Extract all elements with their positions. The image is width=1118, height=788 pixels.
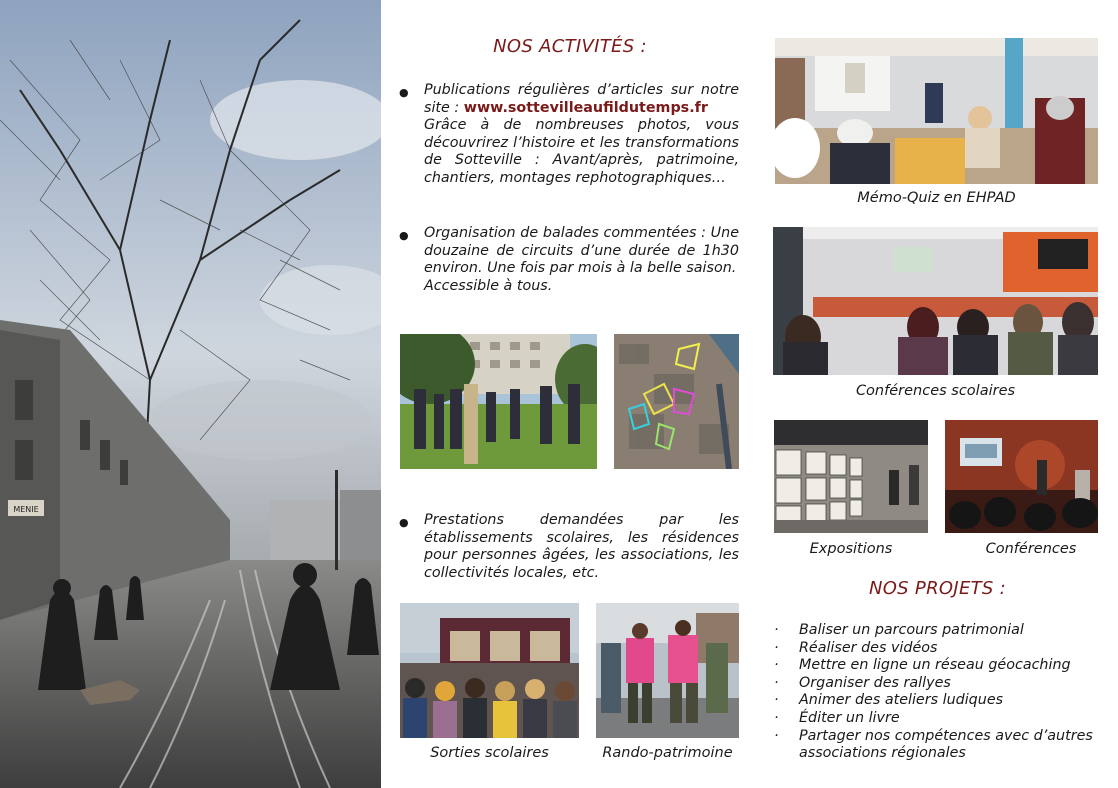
hero-street-illustration bbox=[0, 0, 381, 788]
rando-patrimoine-photo bbox=[596, 603, 739, 738]
caption-school-trips: Sorties scolaires bbox=[430, 745, 549, 761]
school-trip-photo bbox=[400, 603, 579, 738]
bullet-icon: · bbox=[774, 639, 779, 656]
activities-title: NOS ACTIVITÉS : bbox=[493, 36, 647, 57]
projects-list bbox=[774, 622, 1109, 763]
caption-school-conferences: Conférences scolaires bbox=[855, 383, 1016, 399]
project-item: · Éditer un livre bbox=[774, 709, 900, 726]
caption-memo-quiz: Mémo-Quiz en EHPAD bbox=[857, 190, 1016, 206]
memo-quiz-photo bbox=[775, 38, 1098, 184]
website-link[interactable]: www.sottevilleaufildutemps.fr bbox=[463, 99, 708, 116]
bullet-icon: · bbox=[774, 709, 779, 726]
projects-title: NOS PROJETS : bbox=[868, 578, 1007, 599]
activity-balades-text: Organisation de balades commentées : Une douzaine de circuits d’une durée de 1h30 environ. Une fois par mois à la belle saison. bbox=[424, 225, 739, 277]
project-item: · Partager nos compétences avec d’autres associations régionales bbox=[774, 727, 1093, 762]
bullet-icon: · bbox=[774, 622, 779, 638]
project-item: · Mettre en ligne un réseau géocaching bbox=[774, 657, 1071, 674]
caption-conferences: Conférences bbox=[985, 541, 1077, 557]
caption-rando: Rando-patrimoine bbox=[602, 745, 733, 761]
project-item: · Baliser un parcours patrimonial bbox=[774, 622, 1024, 638]
activity-publications-text: Publications régulières d’articles sur notre site : bbox=[424, 82, 739, 116]
bullet-icon: ● bbox=[399, 229, 409, 242]
activity-item-balades bbox=[424, 225, 739, 295]
activity-balades-note: Accessible à tous. bbox=[424, 277, 553, 294]
caption-expositions: Expositions bbox=[809, 541, 893, 557]
bullet-icon: ● bbox=[399, 516, 409, 529]
school-conference-photo bbox=[773, 227, 1098, 375]
hero-sign-text: MENIE bbox=[13, 505, 39, 514]
project-item: · Organiser des rallyes bbox=[774, 674, 951, 691]
activity-item-publications bbox=[424, 82, 739, 188]
project-item: · Animer des ateliers ludiques bbox=[774, 692, 1004, 709]
hero-street-photo bbox=[0, 0, 381, 788]
bullet-icon: · bbox=[774, 727, 779, 744]
conference-photo bbox=[945, 420, 1098, 533]
balade-group-photo bbox=[400, 334, 597, 469]
bullet-icon: ● bbox=[399, 86, 409, 99]
bullet-icon: · bbox=[774, 692, 779, 709]
bullet-icon: · bbox=[774, 657, 779, 674]
bullet-icon: · bbox=[774, 674, 779, 691]
activity-publications-detail: Grâce à de nombreuses photos, vous découvrirez l’histoire et les transformations de Sotteville : Avant/après, patrimoine, chantiers, montages rephotographiques… bbox=[424, 117, 739, 186]
balade-map-image bbox=[614, 334, 739, 469]
activity-prestations-text: Prestations demandées par les établissements scolaires, les résidences pour personnes âgées, les associations, les collectivités locales, etc. bbox=[424, 512, 739, 581]
activity-item-prestations bbox=[424, 512, 739, 582]
project-item: · Réaliser des vidéos bbox=[774, 639, 938, 656]
expositions-photo bbox=[774, 420, 928, 533]
